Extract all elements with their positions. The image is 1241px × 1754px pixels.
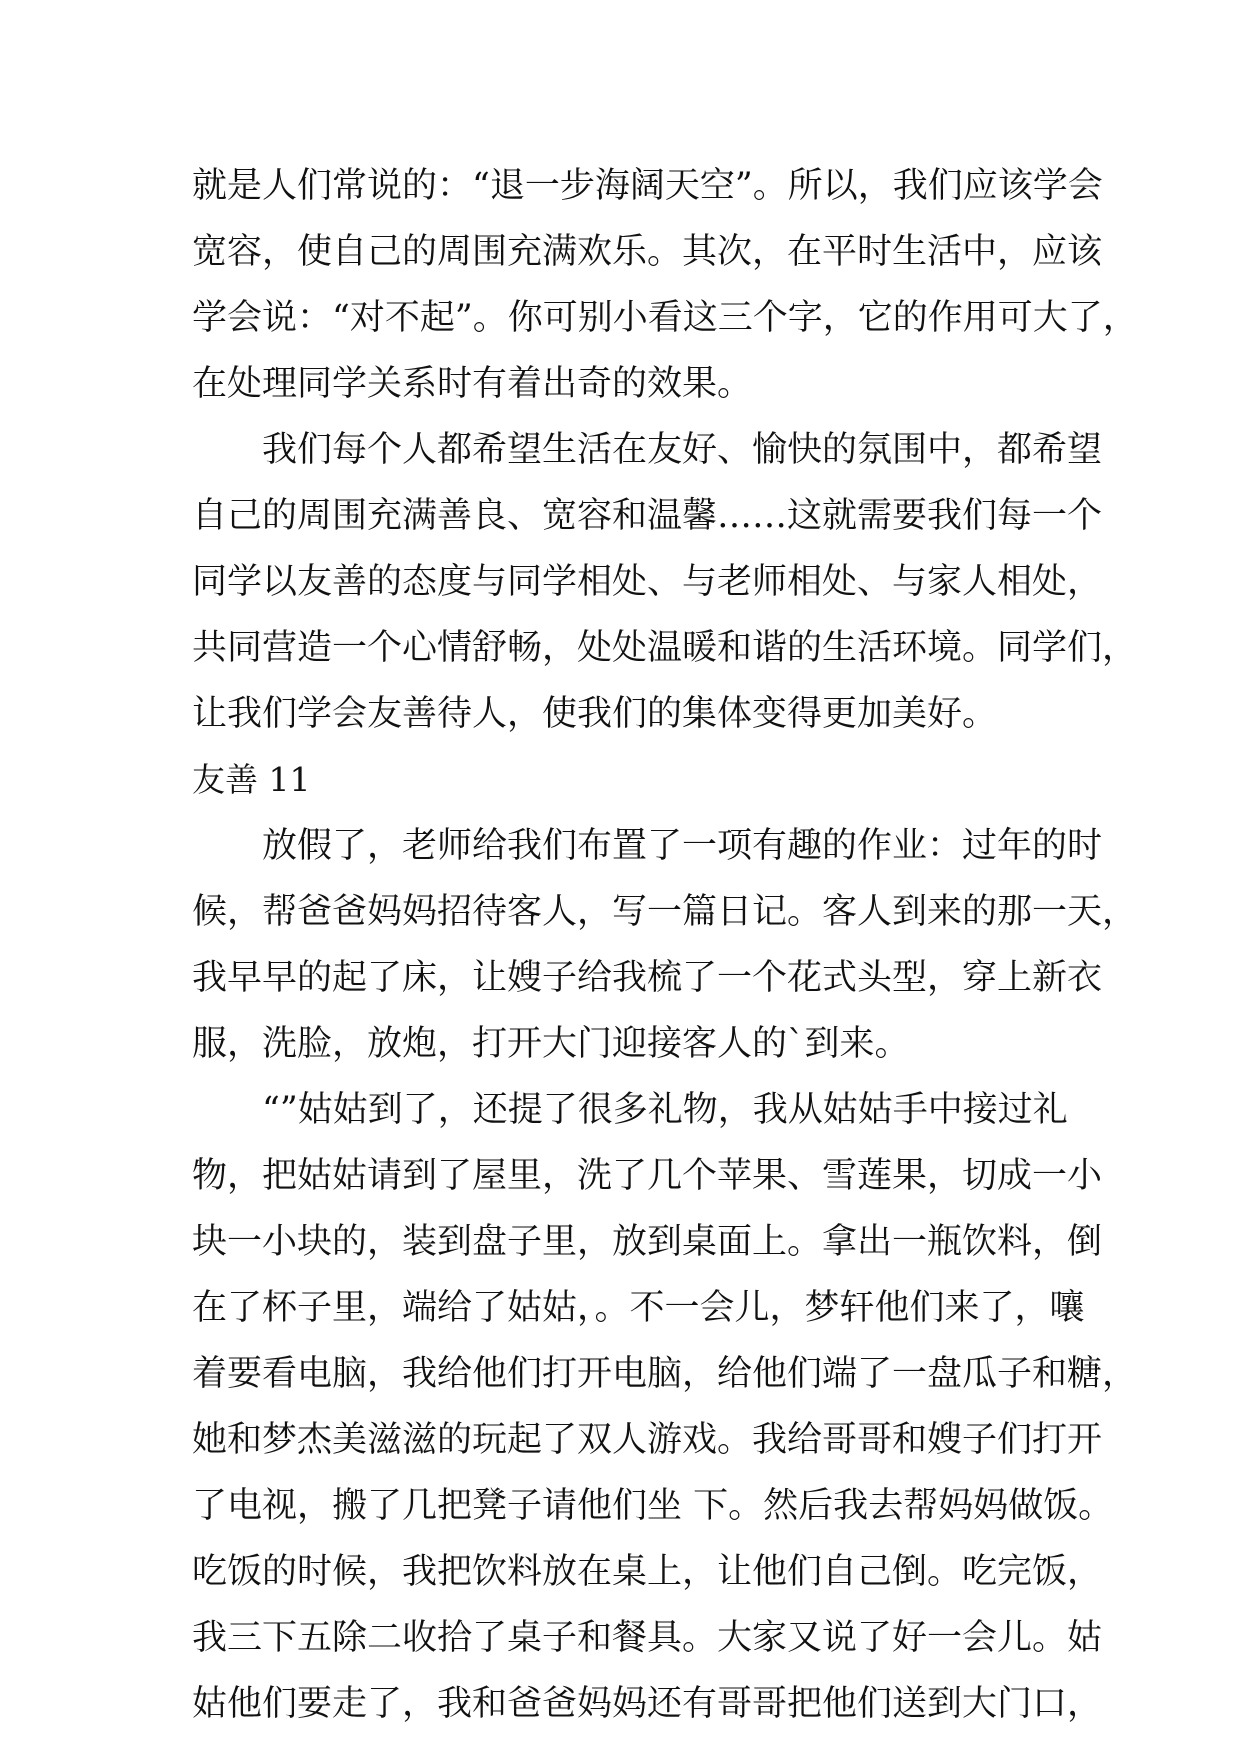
text-line: 候，帮爸爸妈妈招待客人，写一篇日记。客人到来的那一天，	[192, 892, 1138, 932]
text-line: 物，把姑姑请到了屋里，洗了几个苹果、雪莲果，切成一小	[192, 1156, 1103, 1196]
text-line: 就是人们常说的：“退一步海阔天空”。所以，我们应该学会	[192, 166, 1103, 206]
text-line: 服，洗脸，放炮，打开大门迎接客人的`到来。	[192, 1024, 910, 1064]
text-line: 共同营造一个心情舒畅，处处温暖和谐的生活环境。同学们，	[192, 628, 1138, 668]
text-line: 吃饭的时候，我把饮料放在桌上，让他们自己倒。吃完饭，	[192, 1552, 1103, 1592]
text-line: 学会说：“对不起”。你可别小看这三个字，它的作用可大了，	[192, 298, 1138, 338]
text-line: 在处理同学关系时有着出奇的效果。	[192, 364, 753, 404]
text-line: 同学以友善的态度与同学相处、与老师相处、与家人相处，	[192, 562, 1103, 602]
text-line: 放假了，老师给我们布置了一项有趣的作业：过年的时	[262, 826, 1103, 866]
text-line: 让我们学会友善待人，使我们的集体变得更加美好。	[192, 694, 998, 734]
text-line: 块一小块的，装到盘子里，放到桌面上。拿出一瓶饮料，倒	[192, 1222, 1103, 1262]
section-heading: 友善 11	[192, 760, 311, 799]
text-line: 了电视，搬了几把凳子请他们坐 下。然后我去帮妈妈做饭。	[192, 1486, 1114, 1526]
text-line: 在了杯子里，端给了姑姑，。不一会儿，梦轩他们来了，嚷	[192, 1288, 1085, 1328]
text-line: 我早早的起了床，让嫂子给我梳了一个花式头型，穿上新衣	[192, 958, 1103, 998]
text-line: 我三下五除二收拾了桌子和餐具。大家又说了好一会儿。姑	[192, 1618, 1103, 1658]
text-line: 宽容，使自己的周围充满欢乐。其次，在平时生活中，应该	[192, 232, 1103, 272]
text-line: 着要看电脑，我给他们打开电脑，给他们端了一盘瓜子和糖，	[192, 1354, 1138, 1394]
text-line: 她和梦杰美滋滋的玩起了双人游戏。我给哥哥和嫂子们打开	[192, 1420, 1103, 1460]
text-line: 姑他们要走了，我和爸爸妈妈还有哥哥把他们送到大门口，	[192, 1684, 1103, 1724]
text-line: “”姑姑到了，还提了很多礼物，我从姑姑手中接过礼	[262, 1090, 1068, 1130]
text-line: 我们每个人都希望生活在友好、愉快的氛围中，都希望	[262, 430, 1103, 470]
text-line: 自己的周围充满善良、宽容和温馨……这就需要我们每一个	[192, 496, 1103, 536]
